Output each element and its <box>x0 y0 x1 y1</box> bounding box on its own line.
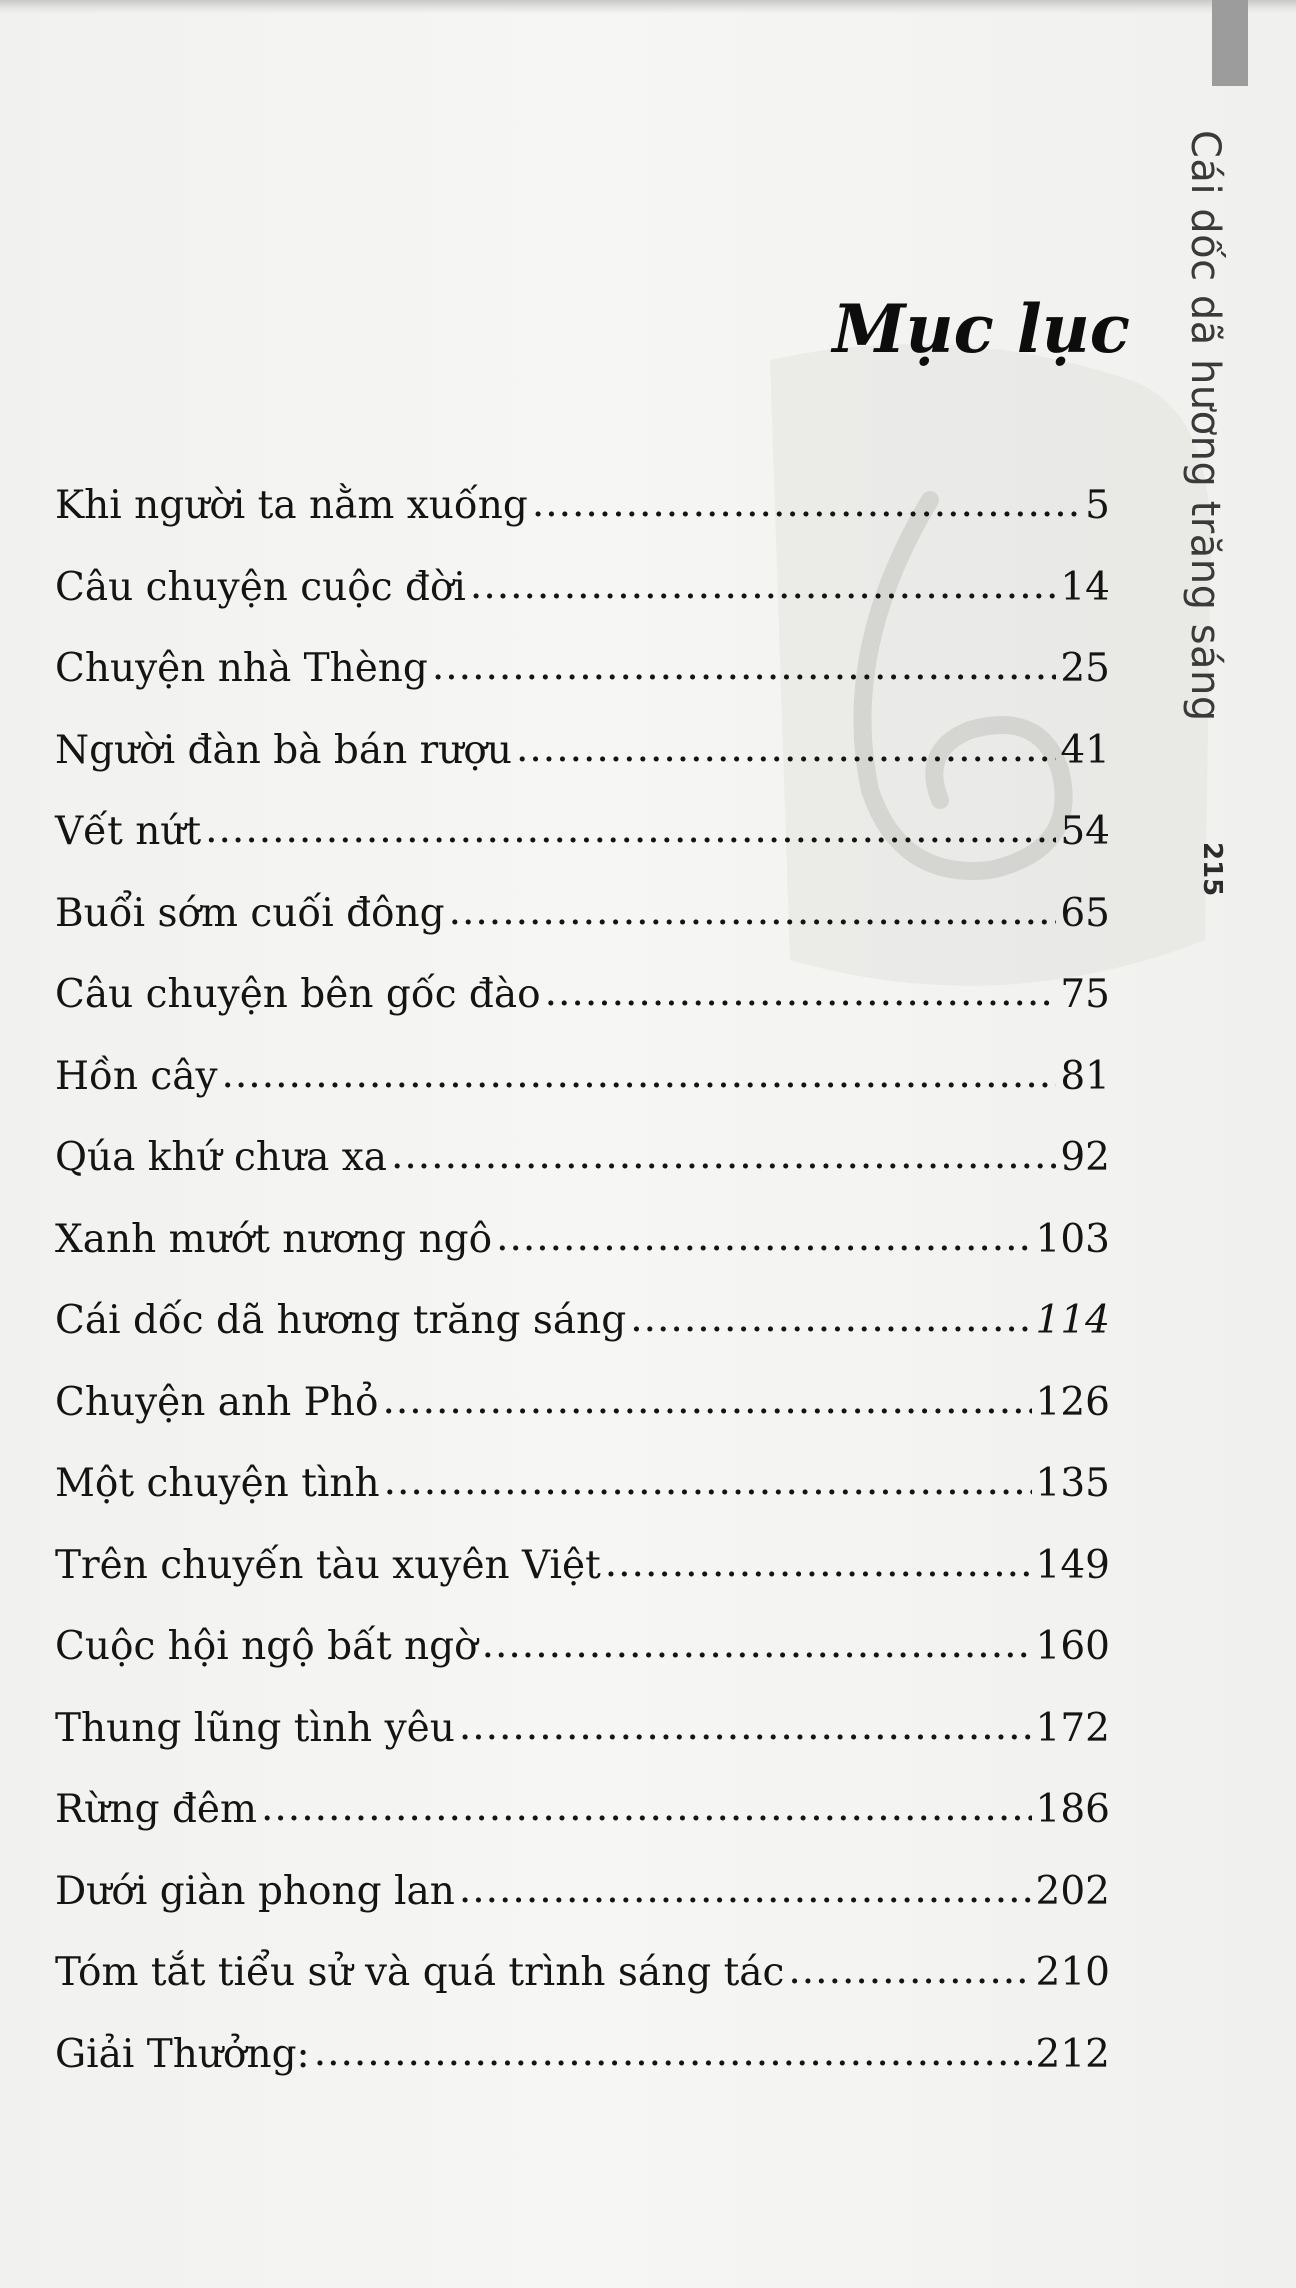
dot-leader <box>459 1870 1032 1909</box>
dot-leader <box>432 647 1056 686</box>
toc-entry-title: Câu chuyện bên gốc đào <box>55 972 541 1017</box>
toc-entry <box>55 646 1110 731</box>
page-top-edge <box>0 0 1296 14</box>
toc-entry-page: 126 <box>1035 1379 1110 1425</box>
dot-leader <box>545 973 1057 1012</box>
toc-entry-page: 41 <box>1060 727 1110 773</box>
toc-entry-page: 54 <box>1060 809 1110 854</box>
toc-entry-title: Thung lũng tình yêu <box>55 1705 455 1751</box>
toc-entry <box>55 727 1110 813</box>
toc-entry-title: Người đàn bà bán rượu <box>55 727 512 773</box>
toc-entry-title: Chuyện nhà Thèng <box>55 646 428 691</box>
toc-entry-page: 103 <box>1035 1216 1110 1262</box>
toc-entry-title: Cuộc hội ngộ bất ngờ <box>55 1624 478 1669</box>
toc-entry-title: Buổi sớm cuối đông <box>55 890 445 936</box>
page-number: 215 <box>1197 842 1227 897</box>
toc-entry-page: 202 <box>1035 1868 1110 1914</box>
dot-leader <box>516 729 1056 768</box>
toc-entry <box>55 1542 1110 1628</box>
toc-entry-title: Tóm tắt tiểu sử và quá trình sáng tác <box>55 1950 785 1995</box>
toc-entry <box>55 1868 1110 1954</box>
dot-leader <box>459 1707 1032 1746</box>
toc-entry-title: Qúa khứ chưa xa <box>55 1135 387 1180</box>
toc-entry <box>55 564 1110 650</box>
toc-entry <box>55 1216 1110 1302</box>
toc-entry-page: 14 <box>1060 564 1110 610</box>
toc-list <box>55 483 1110 2116</box>
dot-leader <box>261 1788 1032 1827</box>
toc-entry-page: 5 <box>1085 483 1110 528</box>
toc-entry-title: Cái dốc dã hương trăng sáng <box>55 1298 627 1343</box>
dot-leader <box>605 1544 1032 1583</box>
toc-entry <box>55 1950 1110 2035</box>
toc-entry <box>55 1053 1110 1139</box>
toc-entry <box>55 1705 1110 1791</box>
toc-entry-title: Hồn cây <box>55 1053 218 1099</box>
toc-entry-title: Câu chuyện cuộc đời <box>55 564 466 610</box>
dot-leader <box>532 484 1081 523</box>
page-edge-marker <box>1212 0 1248 86</box>
toc-entry <box>55 972 1110 1057</box>
toc-entry-title: Một chuyện tình <box>55 1461 380 1506</box>
dot-leader <box>382 1381 1031 1420</box>
dot-leader <box>384 1462 1032 1501</box>
toc-entry-page: 81 <box>1060 1053 1110 1099</box>
toc-entry-page: 212 <box>1035 2031 1110 2077</box>
dot-leader <box>788 1951 1031 1990</box>
toc-entry-title: Rừng đêm <box>55 1787 257 1832</box>
toc-heading: Mục lục <box>832 290 1130 368</box>
toc-entry <box>55 1135 1110 1220</box>
toc-entry <box>55 1379 1110 1465</box>
toc-entry-page: 160 <box>1035 1624 1110 1669</box>
dot-leader <box>482 1625 1032 1664</box>
dot-leader <box>496 1218 1031 1257</box>
toc-entry <box>55 890 1110 976</box>
dot-leader <box>222 1055 1057 1094</box>
toc-entry-page: 186 <box>1035 1787 1110 1832</box>
toc-entry <box>55 1298 1110 1383</box>
toc-entry-page: 92 <box>1060 1135 1110 1180</box>
toc-entry-title: Xanh mướt nương ngô <box>55 1216 493 1262</box>
toc-entry-title: Chuyện anh Phỏ <box>55 1379 379 1425</box>
running-book-title: Cái dốc dã hương trăng sáng <box>1182 130 1228 722</box>
toc-entry-title: Trên chuyến tàu xuyên Việt <box>55 1542 601 1588</box>
dot-leader <box>449 892 1057 931</box>
toc-entry-page: 75 <box>1060 972 1110 1017</box>
toc-entry-page: 25 <box>1060 646 1110 691</box>
toc-entry-page: 135 <box>1035 1461 1110 1506</box>
toc-entry-page: 65 <box>1060 890 1110 936</box>
dot-leader <box>205 810 1056 849</box>
toc-entry-title: Giải Thưởng: <box>55 2031 310 2077</box>
toc-entry-page: 114 <box>1035 1298 1110 1343</box>
dot-leader <box>470 566 1056 605</box>
toc-entry <box>55 1461 1110 1546</box>
toc-entry <box>55 483 1110 568</box>
dot-leader <box>630 1299 1031 1338</box>
toc-entry-title: Dưới giàn phong lan <box>55 1868 455 1914</box>
toc-entry <box>55 1624 1110 1709</box>
dot-leader <box>391 1136 1056 1175</box>
toc-entry <box>55 809 1110 894</box>
dot-leader <box>314 2033 1032 2072</box>
toc-entry-title: Khi người ta nằm xuống <box>55 483 528 528</box>
toc-entry <box>55 1787 1110 1872</box>
toc-entry-page: 172 <box>1035 1705 1110 1751</box>
toc-entry-title: Vết nứt <box>55 809 202 854</box>
toc-entry-page: 210 <box>1035 1950 1110 1995</box>
toc-entry <box>55 2031 1110 2117</box>
toc-entry-page: 149 <box>1035 1542 1110 1588</box>
